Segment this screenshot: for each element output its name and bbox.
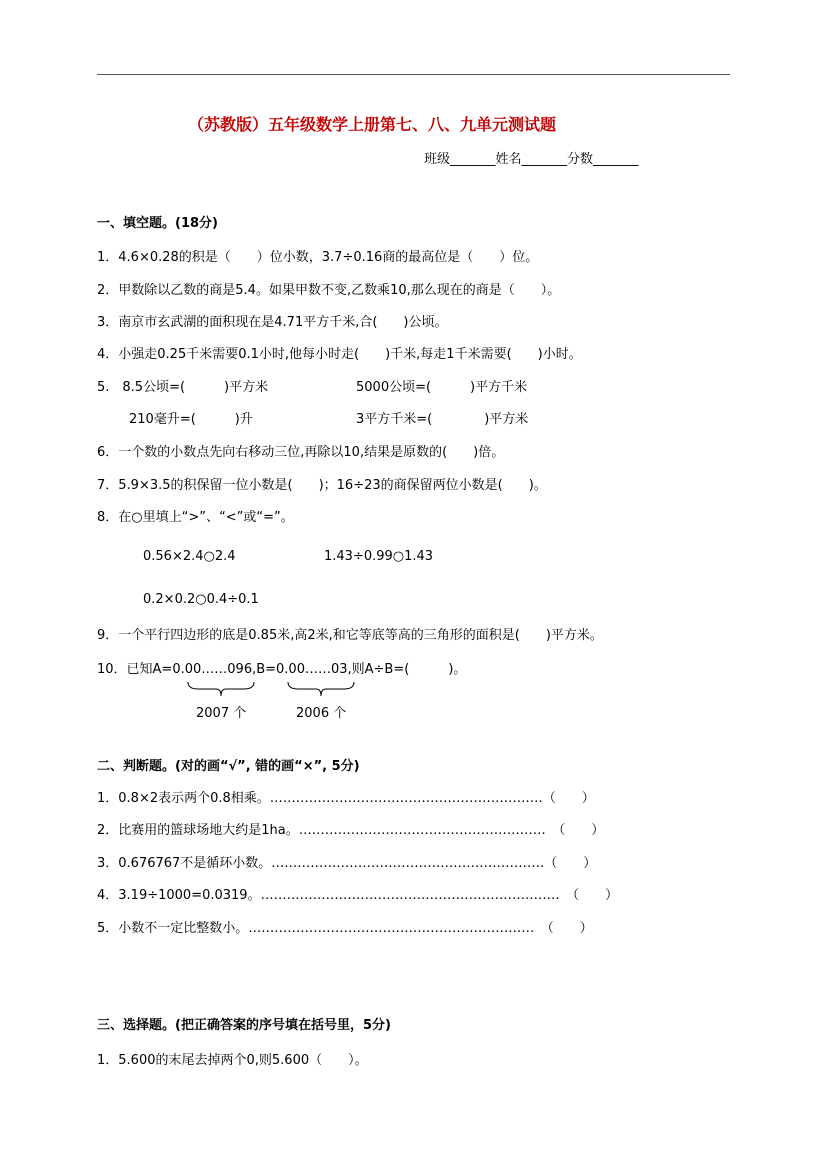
brace-2007 (186, 680, 256, 698)
question-1-5d: 3平方千米=( )平方米 (356, 412, 529, 427)
judge-item: 1．0.8×2表示两个0.8相乘。………………………………………………………（ ） (97, 791, 595, 806)
question-1-8: 8．在○里填上“>”、“<”或“=”。 (97, 510, 294, 525)
question-1-7: 7．5.9×3.5的积保留一位小数是( )；16÷23的商保留两位小数是( )。 (97, 478, 547, 493)
brace-2006-label: 2006 个 (296, 706, 347, 721)
section1-heading: 一、填空题。(18分) (97, 216, 218, 231)
section3-heading: 三、选择题。(把正确答案的序号填在括号里，5分) (97, 1018, 391, 1033)
judge-item: 3．0.676767不是循环小数。………………………………………………………（ ） (97, 856, 597, 871)
question-1-9: 9．一个平行四边形的底是0.85米,高2米,和它等底等高的三角形的面积是( )平方米。 (97, 628, 603, 643)
brace-2007-label: 2007 个 (196, 706, 247, 721)
question-1-8a: 0.56×2.4○2.4 (143, 549, 236, 564)
question-1-4: 4．小强走0.25千米需要0.1小时,他每小时走( )千米,每走1千米需要( )小时。 (97, 347, 582, 362)
question-1-8b: 1.43÷0.99○1.43 (324, 549, 434, 564)
question-1-6: 6．一个数的小数点先向右移动三位,再除以10,结果是原数的( )倍。 (97, 445, 505, 460)
question-1-3: 3．南京市玄武湖的面积现在是4.71平方千米,合( )公顷。 (97, 315, 448, 330)
page-title: （苏教版）五年级数学上册第七、八、九单元测试题 (188, 115, 557, 134)
judge-item: 4．3.19÷1000=0.0319。…………………………………………………………… （ ） (97, 888, 619, 903)
question-1-5c: 210毫升=( )升 (129, 412, 253, 427)
section2-heading: 二、判断题。(对的画“√”, 错的画“×”, 5分) (97, 759, 360, 774)
question-1-10: 10．已知A=0.00……096,B=0.00……03,则A÷B=( )。 (97, 662, 467, 677)
question-1-5a: 5. 8.5公顷=( )平方米 (97, 380, 269, 395)
question-1-1: 1．4.6×0.28的积是（ ）位小数，3.7÷0.16商的最高位是（ ）位。 (97, 250, 539, 265)
brace-2006 (286, 680, 356, 698)
question-1-2: 2．甲数除以乙数的商是5.4。如果甲数不变,乙数乘10,那么现在的商是（ ）。 (97, 283, 561, 298)
question-1-8c: 0.2×0.2○0.4÷0.1 (143, 592, 259, 607)
judge-item: 5．小数不一定比整数小。………………………………………………………… （ ） (97, 921, 593, 936)
choice-question-1: 1．5.600的末尾去掉两个0,则5.600（ ）。 (97, 1053, 368, 1068)
question-1-5b: 5000公顷=( )平方千米 (356, 380, 528, 395)
header-rule (97, 74, 730, 75)
judge-item: 2．比赛用的篮球场地大约是1ha。………………………………………………… （ ） (97, 823, 605, 838)
student-info-line: 班级_______姓名_______分数_______ (424, 152, 639, 167)
